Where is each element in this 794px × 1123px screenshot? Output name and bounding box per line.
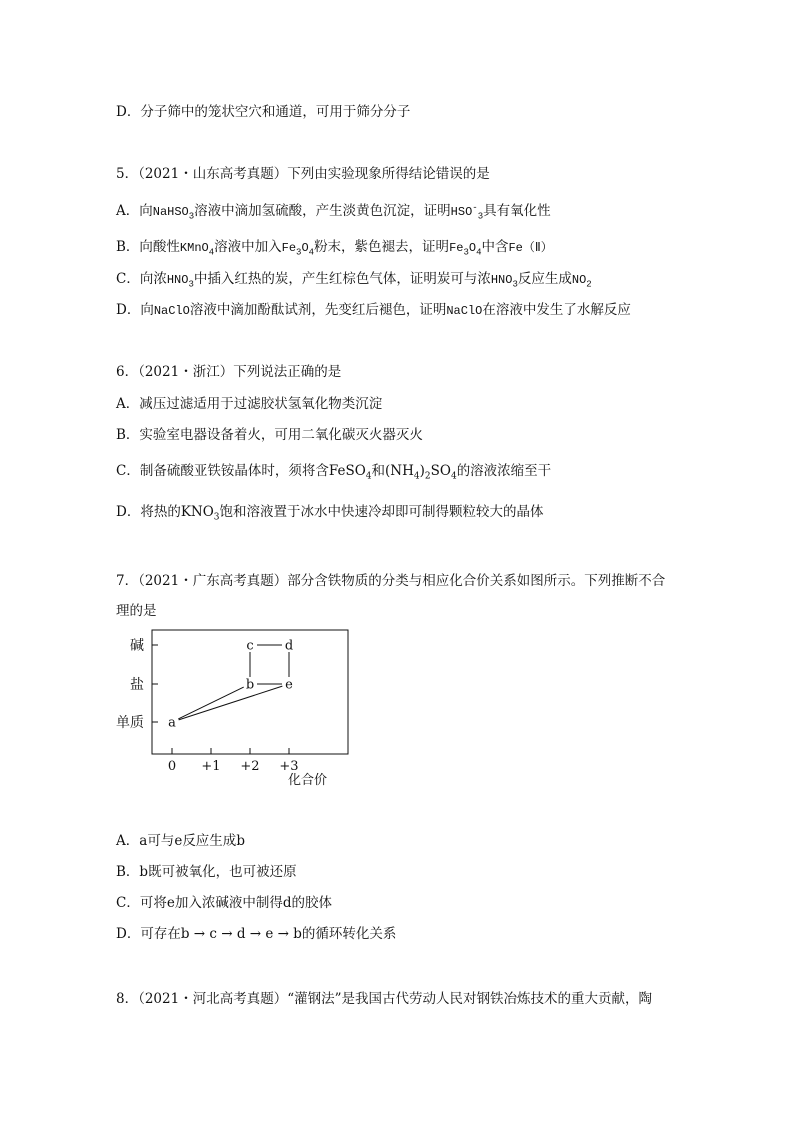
y-tick-label: 单质 [116, 715, 144, 731]
q6-option-b: B．实验室电器设备着火，可用二氧化碳灭火器灭火 [116, 427, 423, 443]
x-tick-label: +1 [201, 759, 221, 774]
text: D．将热的 [116, 504, 181, 520]
q7-option-a [116, 832, 245, 850]
q6-option-d [116, 503, 544, 521]
iron-valence-chart [110, 626, 350, 796]
text: B． [116, 864, 140, 880]
point-d: d [284, 638, 294, 654]
x-tick-label: +3 [279, 759, 299, 774]
text: 的循环转化关系 [301, 926, 397, 942]
formula: FeSO$_4$ [328, 463, 372, 482]
y-tick-label: 盐 [130, 677, 144, 693]
q7-stem-line2: 理的是 [116, 603, 157, 619]
text: 的溶液浓缩至干 [456, 463, 552, 479]
text: A．向 [116, 203, 153, 219]
text: 和 [371, 463, 386, 479]
q6-option-c [116, 462, 551, 480]
formula: KMnO$_4$ [179, 241, 215, 258]
y-tick-label: 碱 [130, 638, 144, 654]
link-a-e [179, 686, 283, 720]
text: 溶液中滴加氢硫酸，产生淡黄色沉淀，证明 [194, 203, 451, 219]
text: 既可被氧化，也可被还原 [148, 864, 297, 880]
text: D．向 [116, 302, 154, 318]
q8-stem: 8．（2021・河北高考真题）“灌钢法”是我国古代劳动人民对钢铁冶炼技术的重大贡献，陶 [116, 991, 652, 1007]
text: 具有氧化性 [483, 203, 551, 219]
formula: $Fe_3O_4$ [281, 241, 315, 258]
var: b [236, 833, 245, 849]
text: C．向浓 [116, 271, 167, 287]
point-a: a [168, 715, 176, 731]
point-c: c [246, 638, 254, 654]
q5-option-c [116, 270, 592, 289]
text: 的胶体 [291, 895, 332, 911]
text: 反应生成 [182, 833, 237, 849]
text: 中插入红热的炭，产生红棕色气体，证明炭可与浓 [193, 271, 491, 287]
text: 加入浓碱液中制得 [174, 895, 283, 911]
formula: $HNO_3$ [490, 273, 518, 290]
q5-option-a [116, 202, 551, 221]
formula: $HNO_3$ [166, 273, 194, 290]
link-a-b [178, 687, 243, 719]
cycle-expression: b → c → d → e → b [180, 926, 302, 942]
text: 在溶液中发生了水解反应 [482, 302, 631, 318]
formula: $(NH_4)_2SO_4$ [385, 463, 457, 482]
var: a [139, 833, 148, 849]
x-tick-label: 0 [167, 759, 177, 774]
ion-formula: $HSO^-_3$ [450, 203, 484, 222]
formula: Fe（Ⅱ） [508, 241, 553, 255]
x-tick-label: +2 [240, 759, 260, 774]
q5-option-b [116, 238, 553, 257]
text: 可与 [147, 833, 175, 849]
text: D．可存在 [116, 926, 181, 942]
text: A． [116, 833, 140, 849]
chart-links [178, 645, 289, 720]
q5-option-d [116, 301, 631, 320]
var: e [166, 895, 175, 911]
formula: NaClO [446, 304, 483, 318]
q7-stem-line1: 7．（2021・广东高考真题）部分含铁物质的分类与相应化合价关系如图所示。下列推断不合 [116, 573, 666, 589]
formula: NaClO [153, 304, 190, 318]
q7-option-c [116, 894, 332, 912]
var: b [139, 864, 149, 880]
text: 溶液中滴加酚酞试剂，先变红后褪色，证明 [189, 302, 447, 318]
formula: NaHSO$_3$ [152, 205, 195, 222]
q6-stem: 6．（2021・浙江）下列说法正确的是 [116, 364, 342, 380]
point-e: e [285, 677, 293, 693]
formula: $NO_2$ [571, 273, 592, 290]
formula: $Fe_3O_4$ [449, 241, 482, 258]
text: 反应生成 [517, 271, 572, 287]
var: d [282, 895, 292, 911]
text: C．可将 [116, 895, 167, 911]
var: e [174, 833, 183, 849]
formula: $KNO_3$ [180, 504, 220, 523]
q6-option-a: A．减压过滤适用于过滤胶状氢氧化物类沉淀 [116, 396, 383, 412]
point-b: b [245, 677, 255, 693]
q7-option-d [116, 925, 396, 943]
q4-option-d: D．分子筛中的笼状空穴和通道，可用于筛分分子 [116, 104, 411, 120]
q7-option-b [116, 863, 297, 881]
text: 饱和溶液置于冰水中快速冷却即可制得颗粒较大的晶体 [219, 504, 544, 520]
text: 粉末，紫色褪去，证明 [314, 239, 450, 255]
q5-stem: 5．（2021・山东高考真题）下列由实验现象所得结论错误的是 [116, 166, 490, 182]
text: 溶液中加入 [214, 239, 282, 255]
text: B．向酸性 [116, 239, 180, 255]
x-axis-label: 化合价 [288, 773, 328, 788]
text: 中含 [481, 239, 509, 255]
text: C．制备硫酸亚铁铵晶体时，须将含 [116, 463, 329, 479]
